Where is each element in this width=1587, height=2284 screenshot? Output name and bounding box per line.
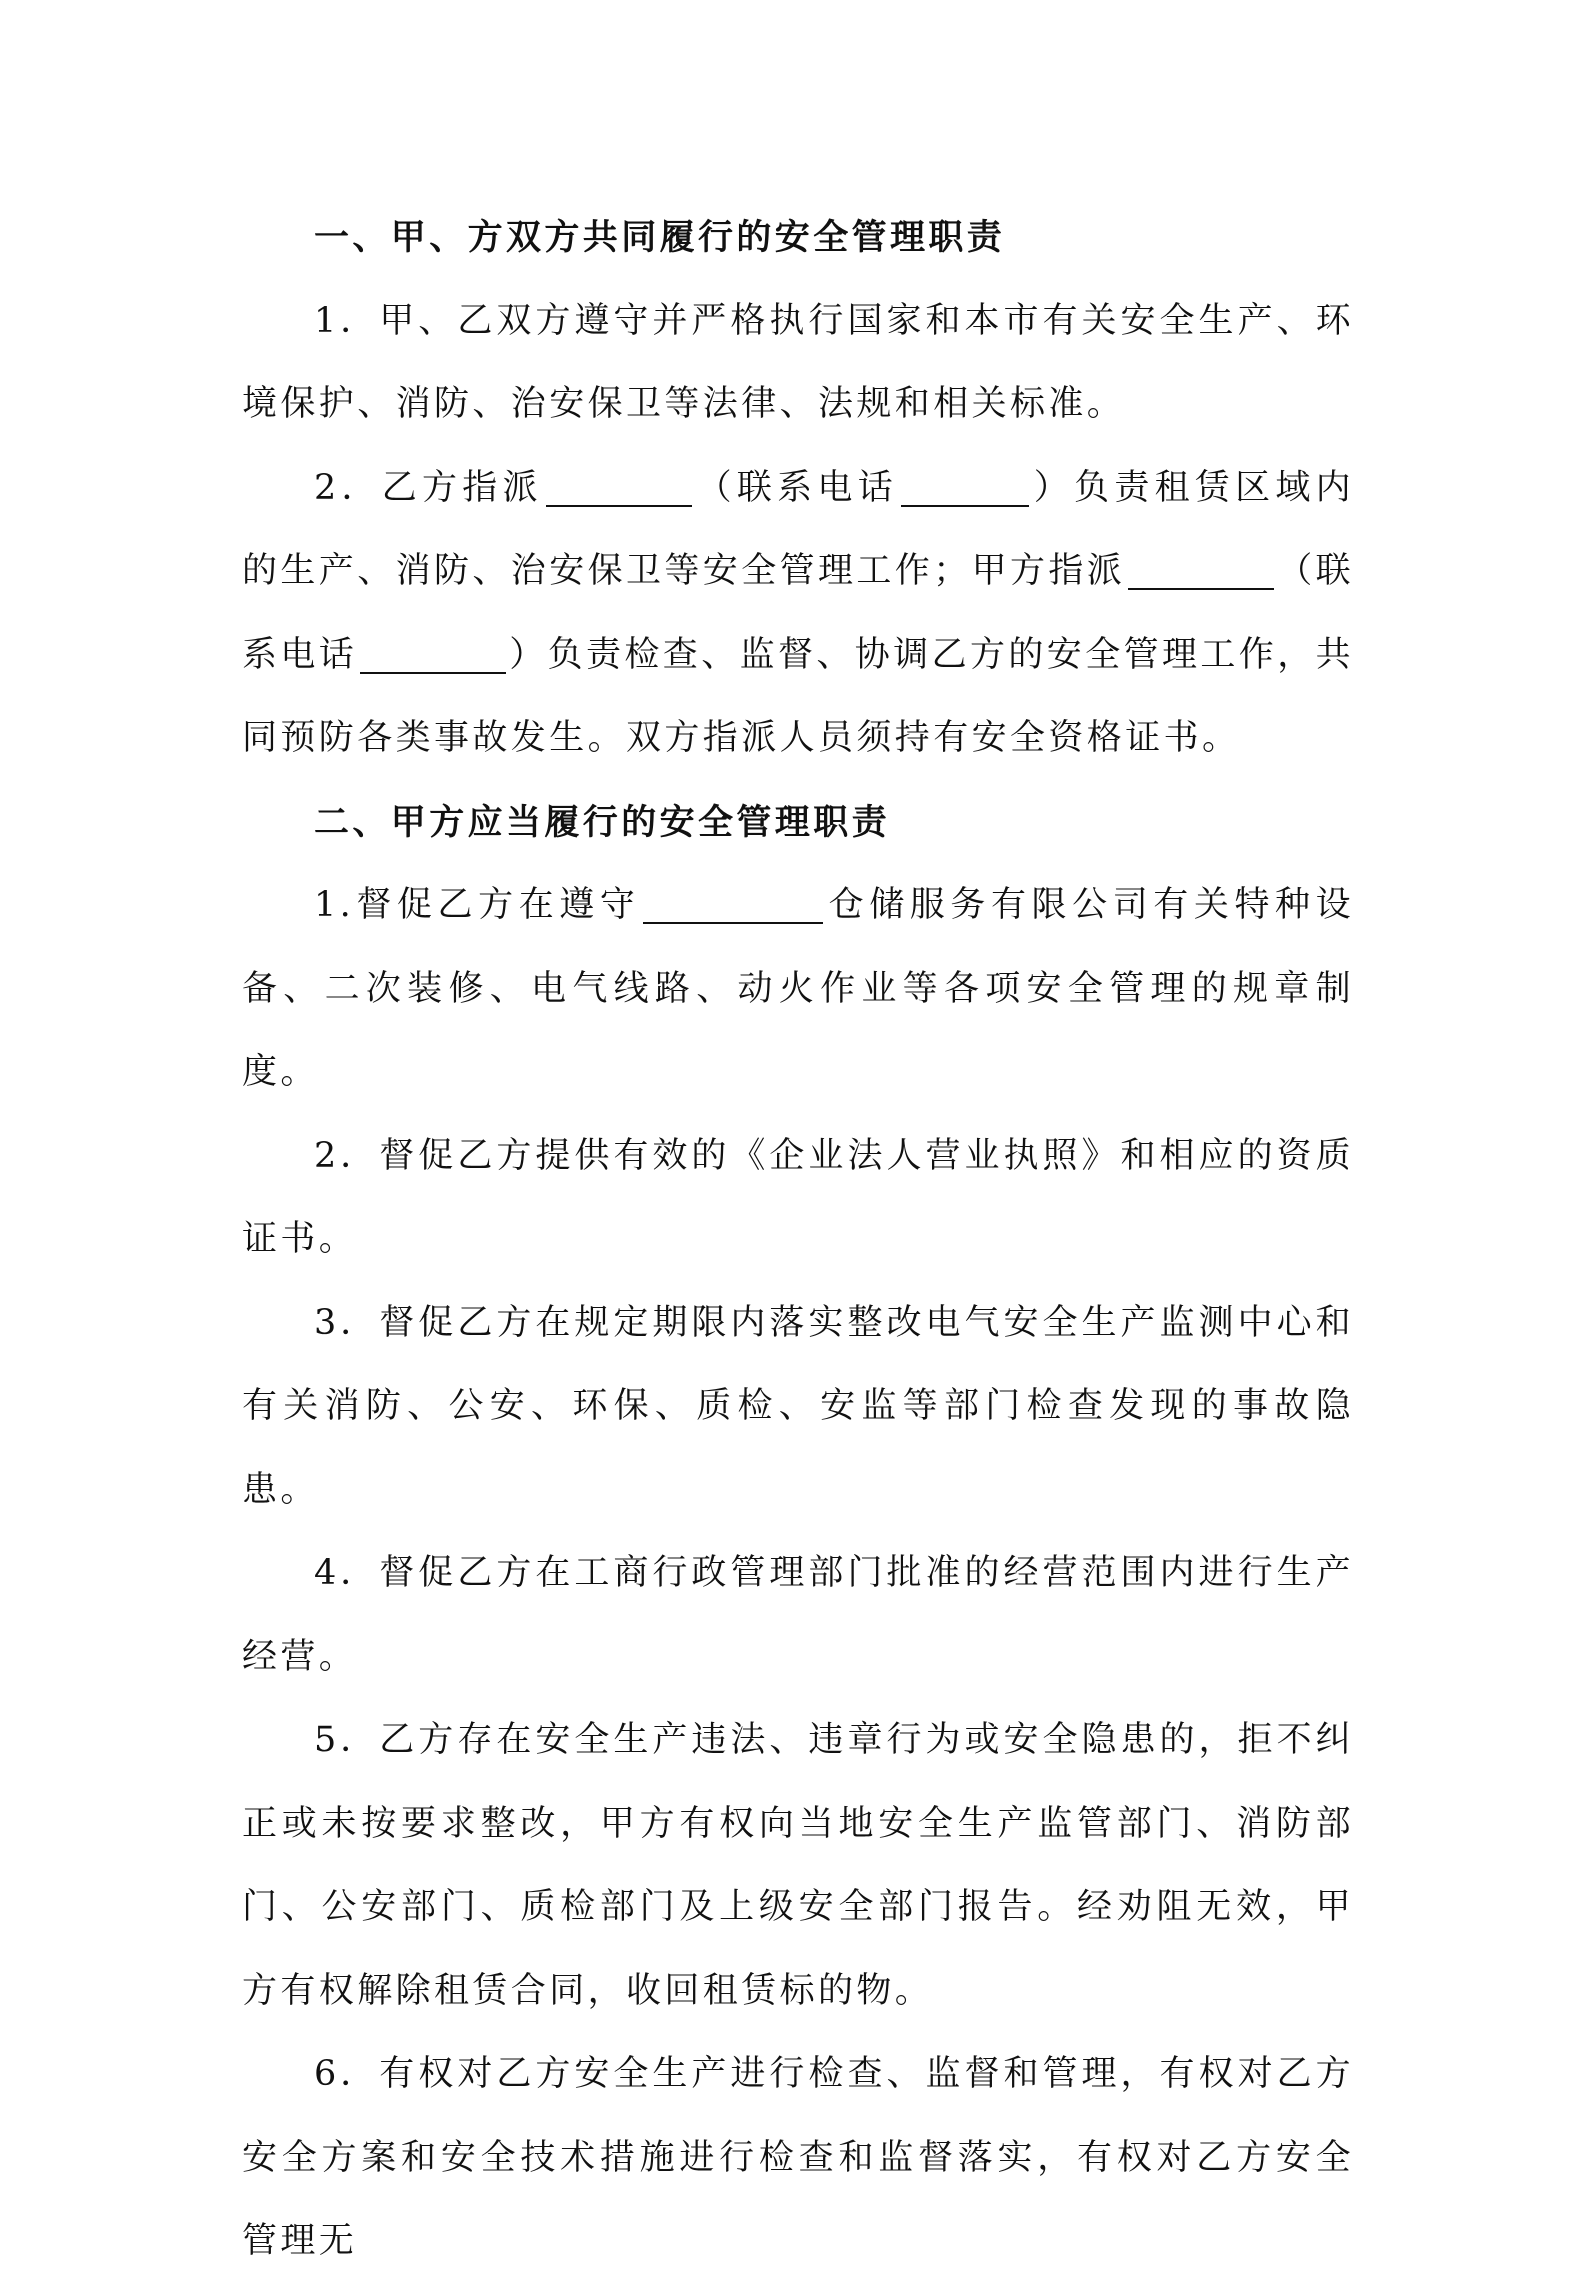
paragraph-1-2-text-a: 2．乙方指派 bbox=[314, 467, 543, 508]
blank-line-landlord-contact bbox=[1128, 546, 1274, 590]
paragraph-2-3: 3．督促乙方在规定期限内落实整改电气安全生产监测中心和有关消防、公安、环保、质检、安监等部门检查发现的事故隐患。 bbox=[242, 1302, 1354, 1510]
paragraph-2-5: 5．乙方存在安全生产违法、违章行为或安全隐患的，拒不纠正或未按要求整改，甲方有权向当地安全生产监管部门、消防部门、公安部门、质检部门及上级安全部门报告。经劝阻无效，甲方有权解除租赁合同，收回租赁标的物。 bbox=[242, 1720, 1354, 2011]
paragraph-1-2 bbox=[242, 447, 1354, 781]
blank-line-landlord-phone bbox=[360, 630, 506, 674]
paragraph-1-2-text-d: （联系电话 bbox=[242, 551, 1355, 675]
paragraph-2-1-text-b: 仓储服务有限公司有关特种设备、二次装修、电气线路、动火作业等各项安全管理的规章制度。 bbox=[242, 885, 1355, 1092]
paragraph-2-1-text-a: 1.督促乙方在遵守 bbox=[314, 885, 641, 925]
paragraph-2-2: 2．督促乙方提供有效的《企业法人营业执照》和相应的资质证书。 bbox=[242, 1135, 1354, 1259]
paragraph-1-2-text-b: （联系电话 bbox=[694, 467, 898, 508]
paragraph-2-1 bbox=[242, 864, 1354, 1115]
blank-line-tenant-contact bbox=[546, 463, 692, 507]
section-heading-2: 二、甲方应当履行的安全管理职责 bbox=[314, 801, 891, 843]
blank-line-tenant-phone bbox=[901, 463, 1029, 507]
paragraph-1-2-text-e: ）负责检查、监督、协调乙方的安全管理工作，共同预防各类事故发生。双方指派人员须持有安全资格证书。 bbox=[242, 634, 1355, 758]
section-heading-1: 一、甲、方双方共同履行的安全管理职责 bbox=[314, 217, 1006, 258]
paragraph-1-2-text-c: ）负责租赁区域内的生产、消防、治安保卫等安全管理工作；甲方指派 bbox=[242, 467, 1354, 591]
paragraph-1-1: 1．甲、乙双方遵守并严格执行国家和本市有关安全生产、环境保护、消防、治安保卫等法律、法规和相关标准。 bbox=[242, 300, 1354, 424]
paragraph-2-6: 6．有权对乙方安全生产进行检查、监督和管理，有权对乙方安全方案和安全技术措施进行检查和监督落实，有权对乙方安全管理无 bbox=[242, 2054, 1354, 2261]
blank-line-company-name bbox=[643, 880, 823, 924]
paragraph-2-4: 4．督促乙方在工商行政管理部门批准的经营范围内进行生产经营。 bbox=[242, 1553, 1354, 1677]
document-page bbox=[242, 196, 1354, 2284]
